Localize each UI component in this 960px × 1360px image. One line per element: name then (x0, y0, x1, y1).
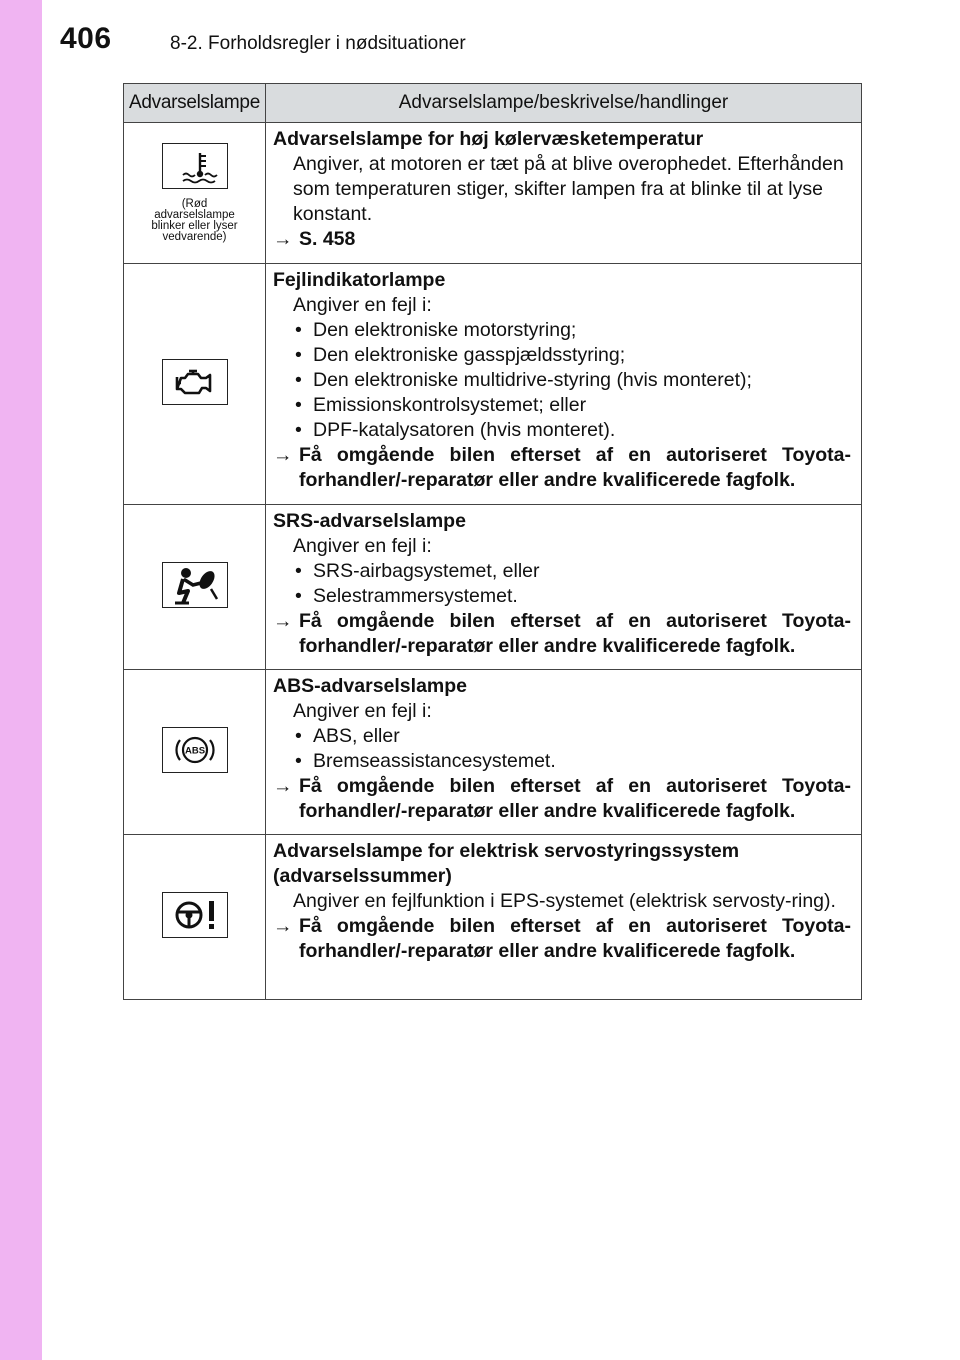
lamp-caption: (Rød advarselslampe blinker eller lyser vedvarende) (151, 198, 238, 243)
fault-list (273, 724, 851, 774)
list-item: • DPF-katalysatoren (hvis monteret). (293, 418, 851, 443)
lamp-title: Fejlindikatorlampe (273, 269, 446, 291)
lamp-description: Angiver en fejl i: (293, 700, 432, 722)
list-item: • SRS-airbagsystemet, eller (293, 559, 851, 584)
description-cell (266, 835, 862, 1000)
list-item: • ABS, eller (293, 724, 851, 749)
action-reference: → S. 458 (273, 228, 356, 250)
section-title: 8-2. Forholdsregler i nødsituationer (170, 33, 466, 54)
table-row (124, 835, 862, 1000)
action-instruction: → Få omgående bilen efterset af en autoriseret Toyota-forhandler/-reparatør eller andre kvalificerede fagfolk. (273, 610, 851, 657)
description-cell (266, 264, 862, 505)
fault-list (273, 559, 851, 609)
list-item: • Selestrammersystemet. (293, 584, 851, 609)
lamp-title: SRS-advarselslampe (273, 510, 466, 532)
description-cell (266, 670, 862, 835)
lamp-cell (124, 505, 266, 670)
lamp-description: Angiver, at motoren er tæt på at blive overophedet. Efterhånden som temperaturen stiger, skifter lampen fra at blinke til at lyse konstant. (293, 153, 844, 225)
list-item: • Den elektroniske gasspjældsstyring; (293, 343, 851, 368)
list-item: • Bremseassistancesystemet. (293, 749, 851, 774)
action-instruction: → Få omgående bilen efterset af en autoriseret Toyota-forhandler/-reparatør eller andre kvalificerede fagfolk. (273, 444, 851, 491)
lamp-cell (124, 264, 266, 505)
table-row (124, 670, 862, 835)
abs-warning-icon (162, 727, 228, 773)
column-header-description: Advarselslampe/beskrivelse/handlinger (266, 84, 862, 123)
table-row (124, 505, 862, 670)
fault-list (273, 318, 851, 443)
coolant-temperature-icon (162, 143, 228, 189)
lamp-description: Angiver en fejlfunktion i EPS-systemet (elektrisk servosty-ring). (293, 890, 836, 912)
lamp-title: Advarselslampe for elektrisk servostyringssystem (advarselssummer) (273, 840, 740, 887)
list-item: • Emissionskontrolsystemet; eller (293, 393, 851, 418)
lamp-description: Angiver en fejl i: (293, 535, 432, 557)
action-instruction: → Få omgående bilen efterset af en autoriseret Toyota-forhandler/-reparatør eller andre kvalificerede fagfolk. (273, 775, 851, 822)
description-cell (266, 123, 862, 264)
warning-lamp-table (123, 83, 862, 1000)
abs-icon-label: ABS (184, 745, 205, 756)
list-item: • Den elektroniske multidrive-styring (hvis monteret); (293, 368, 851, 393)
engine-malfunction-icon (162, 359, 228, 405)
action-instruction: → Få omgående bilen efterset af en autoriseret Toyota-forhandler/-reparatør eller andre kvalificerede fagfolk. (273, 915, 851, 962)
table-row (124, 264, 862, 505)
list-item: • Den elektroniske motorstyring; (293, 318, 851, 343)
lamp-description: Angiver en fejl i: (293, 294, 432, 316)
lamp-cell (124, 835, 266, 1000)
lamp-title: ABS-advarselslampe (273, 675, 468, 697)
lamp-cell (124, 670, 266, 835)
table-row (124, 123, 862, 264)
power-steering-warning-icon (162, 892, 228, 938)
section-color-strip (0, 0, 42, 1360)
description-cell (266, 505, 862, 670)
lamp-title: Advarselslampe for høj kølervæsketemperatur (273, 128, 704, 150)
lamp-cell (124, 123, 266, 264)
page-number: 406 (60, 22, 112, 55)
srs-airbag-icon (162, 562, 228, 608)
column-header-lamp: Advarselslampe (124, 84, 266, 123)
table-header-row (124, 84, 862, 123)
